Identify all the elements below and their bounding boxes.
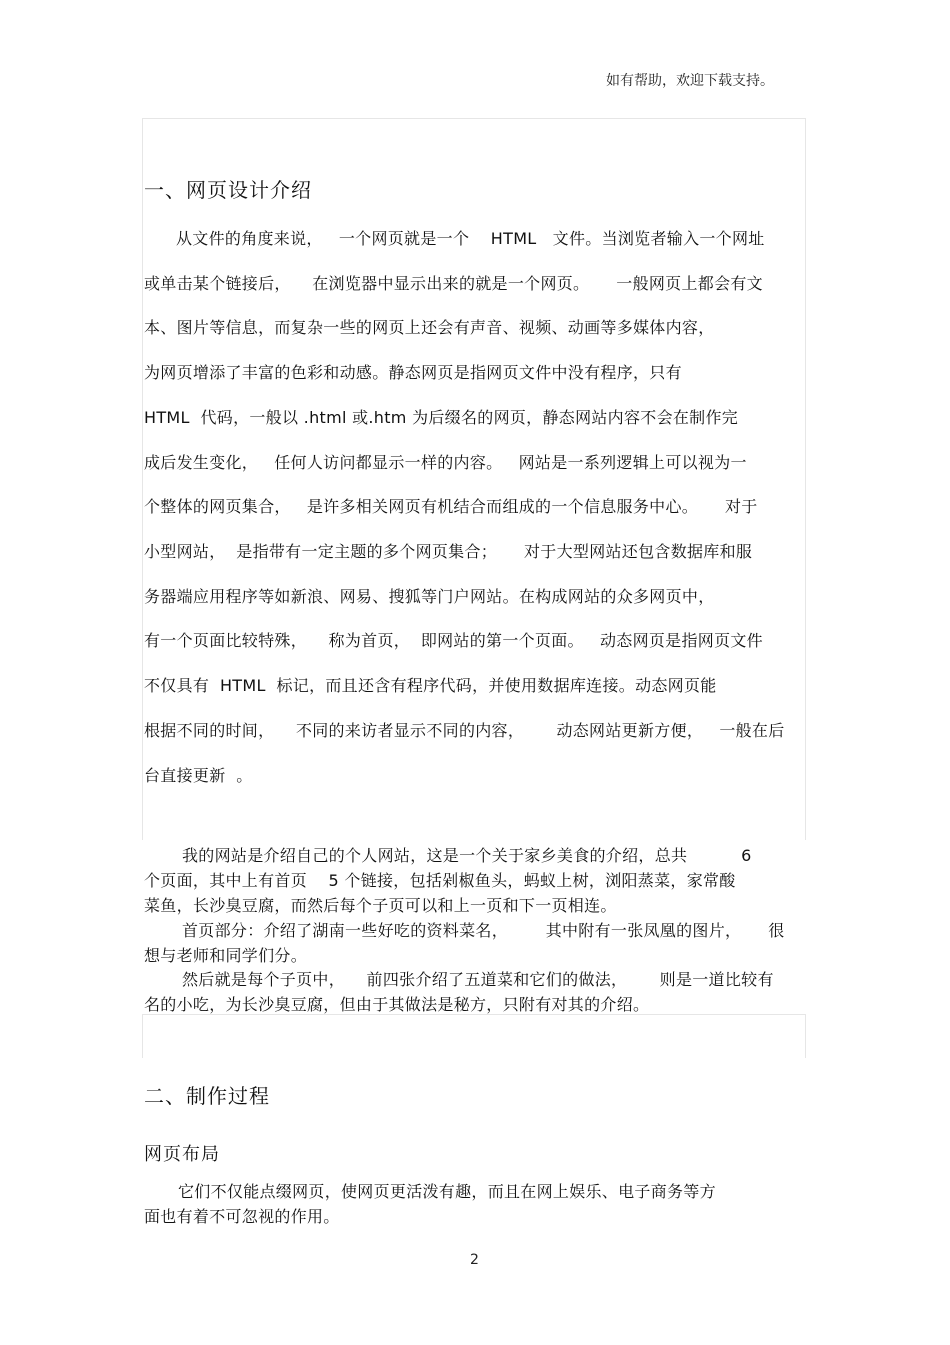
paragraph-line: 或单击某个链接后， 在浏览器中显示出来的就是一个网页。 一般网页上都会有文	[144, 274, 763, 293]
paragraph-line: 面也有着不可忽视的作用。	[144, 1207, 340, 1226]
header-note: 如有帮助，欢迎下载支持。	[606, 73, 774, 89]
paragraph-line: 本、图片等信息，而复杂一些的网页上还会有声音、视频、动画等多媒体内容，	[144, 318, 715, 337]
section-title-process: 二、制作过程	[144, 1084, 270, 1108]
paragraph-line: 首页部分：介绍了湖南一些好吃的资料菜名， 其中附有一张凤凰的图片， 很	[182, 921, 785, 940]
subsection-title-layout: 网页布局	[144, 1144, 220, 1165]
paragraph-line: 想与老师和同学们分。	[144, 946, 308, 965]
paragraph-line: 从文件的角度来说， 一个网页就是一个 HTML 文件。当浏览者输入一个网址	[176, 229, 765, 248]
paragraph-line: 我的网站是介绍自己的个人网站，这是一个关于家乡美食的介绍，总共 6	[182, 846, 752, 865]
paragraph-line: HTML 代码，一般以 .html 或.htm 为后缀名的网页，静态网站内容不会在制作完	[144, 408, 739, 427]
page-number: 2	[470, 1252, 479, 1268]
section-title-intro: 一、网页设计介绍	[144, 178, 312, 202]
paragraph-line: 个整体的网页集合， 是许多相关网页有机结合而组成的一个信息服务中心。 对于	[144, 497, 758, 516]
paragraph-line: 根据不同的时间， 不同的来访者显示不同的内容， 动态网站更新方便， 一般在后	[144, 721, 785, 740]
paragraph-line: 然后就是每个子页中， 前四张介绍了五道菜和它们的做法， 则是一道比较有	[182, 970, 774, 989]
paragraph-line: 它们不仅能点缀网页，使网页更活泼有趣，而且在网上娱乐、电子商务等方	[178, 1182, 716, 1201]
paragraph-line: 成后发生变化， 任何人访问都显示一样的内容。 网站是一系列逻辑上可以视为一	[144, 453, 747, 472]
paragraph-line: 个页面，其中上有首页 5 个链接，包括剁椒鱼头，蚂蚁上树，浏阳蒸菜，家常酸	[144, 871, 736, 890]
paragraph-line: 名的小吃，为长沙臭豆腐，但由于其做法是秘方，只附有对其的介绍。	[144, 995, 650, 1014]
paragraph-line: 小型网站， 是指带有一定主题的多个网页集合； 对于大型网站还包含数据库和服	[144, 542, 753, 561]
paragraph-line: 菜鱼，长沙臭豆腐，而然后每个子页可以和上一页和下一页相连。	[144, 896, 617, 915]
content-frame-bottom	[142, 1014, 806, 1058]
paragraph-line: 有一个页面比较特殊， 称为首页， 即网站的第一个页面。 动态网页是指网页文件	[144, 631, 763, 650]
paragraph-line: 为网页增添了丰富的色彩和动感。静态网页是指网页文件中没有程序，只有	[144, 363, 682, 382]
paragraph-line: 务器端应用程序等如新浪、网易、搜狐等门户网站。在构成网站的众多网页中，	[144, 587, 715, 606]
paragraph-line: 不仅具有 HTML 标记，而且还含有程序代码，并使用数据库连接。动态网页能	[144, 676, 717, 695]
paragraph-line: 台直接更新 。	[144, 766, 253, 785]
